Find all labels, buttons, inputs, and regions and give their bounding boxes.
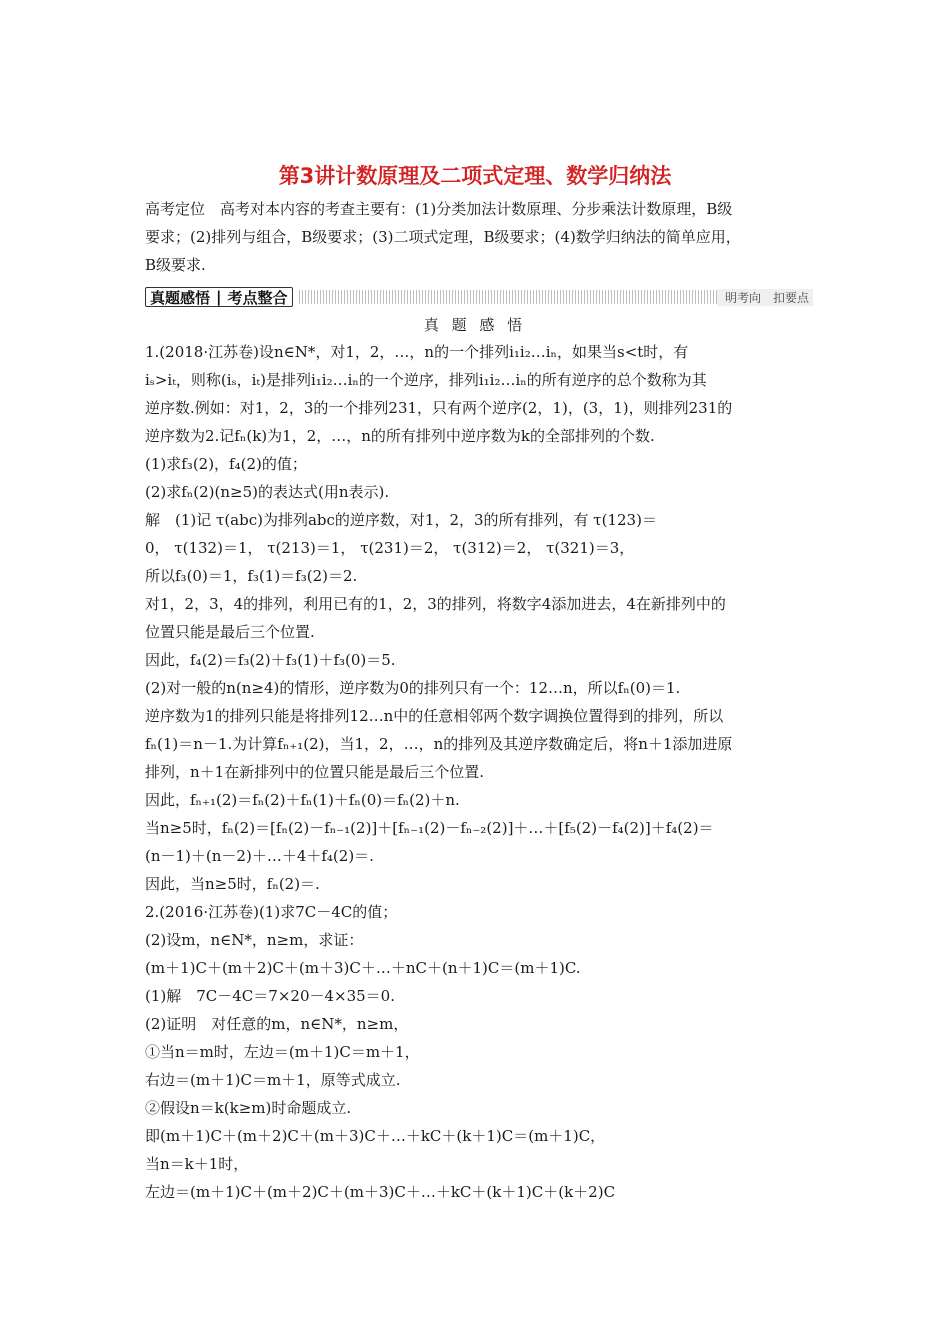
body-line: 当n≥5时，fₙ(2)＝[fₙ(2)－fₙ₋₁(2)]＋[fₙ₋₁(2)－fₙ₋₂(2)]＋…＋[f₅(2)－f₄(2)]＋f₄(2)＝ (145, 819, 714, 837)
banner-label-kaodian: 考点整合 (227, 288, 288, 307)
body-line: 右边＝(m＋1)C＝m＋1，原等式成立. (145, 1071, 401, 1089)
intro-line: 高考定位 高考对本内容的考查主要有：(1)分类加法计数原理、分步乘法计数原理，B级 (145, 200, 733, 218)
body-line: 2.(2016·江苏卷)(1)求7C－4C的值； (145, 903, 398, 921)
intro-paragraph (145, 195, 817, 279)
body-line: fₙ(1)＝n－1.为计算fₙ₊₁(2)，当1，2，…，n的排列及其逆序数确定后，将n＋1添加进原 (145, 735, 733, 753)
banner-pattern (299, 290, 813, 304)
body-line: 逆序数为1的排列只能是将排列12…n中的任意相邻两个数字调换位置得到的排列，所以 (145, 707, 724, 725)
body-line: 逆序数为2.记fₙ(k)为1，2，…，n的所有排列中逆序数为k的全部排列的个数. (145, 427, 655, 445)
body-line: 即(m＋1)C＋(m＋2)C＋(m＋3)C＋…＋kC＋(k＋1)C＝(m＋1)C， (145, 1127, 606, 1145)
body-line: (m＋1)C＋(m＋2)C＋(m＋3)C＋…＋nC＋(n＋1)C＝(m＋1)C. (145, 959, 581, 977)
section-heading: 真 题 感 悟 (423, 316, 527, 334)
body-line: ②假设n＝k(k≥m)时命题成立. (145, 1099, 352, 1117)
body-line: 解 (1)记 τ(abc)为排列abc的逆序数，对1，2，3的所有排列，有 τ(123)＝ (145, 511, 657, 529)
body-line: 1.(2018·江苏卷)设n∈N*，对1，2，…，n的一个排列i₁i₂…iₙ，如果当s<t时，有 (145, 343, 689, 361)
page-title: 第3讲计数原理及二项式定理、数学归纳法 (278, 164, 672, 188)
banner-tab (145, 287, 293, 307)
banner-label-zhenti: 真题感悟 (150, 288, 211, 307)
banner-subtitle: 明考向 扣要点 (717, 289, 813, 306)
body-line: 0， τ(132)＝1， τ(213)＝1， τ(231)＝2， τ(312)＝2， τ(321)＝3， (145, 539, 635, 557)
body-line: (2)求fₙ(2)(n≥5)的表达式(用n表示). (145, 483, 390, 501)
body-line: (2)对一般的n(n≥4)的情形，逆序数为0的排列只有一个：12…n，所以fₙ(0)＝1. (145, 679, 681, 697)
body-line: 左边＝(m＋1)C＋(m＋2)C＋(m＋3)C＋…＋kC＋(k＋1)C＋(k＋2)C (145, 1183, 616, 1201)
intro-line: B级要求. (145, 256, 206, 274)
body-line: (2)设m，n∈N*，n≥m，求证： (145, 931, 364, 949)
body-line: 因此，当n≥5时，fₙ(2)＝. (145, 875, 320, 893)
banner-divider: | (216, 288, 222, 306)
body-line: (n－1)＋(n－2)＋…＋4＋f₄(2)＝. (145, 847, 374, 865)
body-line: (1)解 7C－4C＝7×20－4×35＝0. (145, 987, 395, 1005)
body-line: 因此，fₙ₊₁(2)＝fₙ(2)＋fₙ(1)＋fₙ(0)＝fₙ(2)＋n. (145, 791, 460, 809)
body-line: 当n＝k＋1时， (145, 1155, 249, 1173)
intro-line: 要求；(2)排列与组合，B级要求；(3)二项式定理，B级要求；(4)数学归纳法的简单应用， (145, 228, 741, 246)
section-banner (145, 286, 813, 308)
body-line: 位置只能是最后三个位置. (145, 623, 315, 641)
body-text (145, 338, 817, 1206)
body-line: 对1，2，3，4的排列，利用已有的1，2，3的排列，将数字4添加进去，4在新排列中的 (145, 595, 726, 613)
body-line: iₛ>iₜ，则称(iₛ，iₜ)是排列i₁i₂…iₙ的一个逆序，排列i₁i₂…iₙ的所有逆序的总个数称为其 (145, 371, 707, 389)
body-line: 所以f₃(0)＝1，f₃(1)＝f₃(2)＝2. (145, 567, 358, 585)
body-line: 排列，n＋1在新排列中的位置只能是最后三个位置. (145, 763, 484, 781)
body-line: 逆序数.例如：对1，2，3的一个排列231，只有两个逆序(2，1)，(3，1)，则排列231的 (145, 399, 733, 417)
body-line: (2)证明 对任意的m，n∈N*，n≥m， (145, 1015, 409, 1033)
body-line: (1)求f₃(2)，f₄(2)的值； (145, 455, 307, 473)
body-line: ①当n＝m时，左边＝(m＋1)C＝m＋1， (145, 1043, 420, 1061)
body-line: 因此，f₄(2)＝f₃(2)＋f₃(1)＋f₃(0)＝5. (145, 651, 396, 669)
